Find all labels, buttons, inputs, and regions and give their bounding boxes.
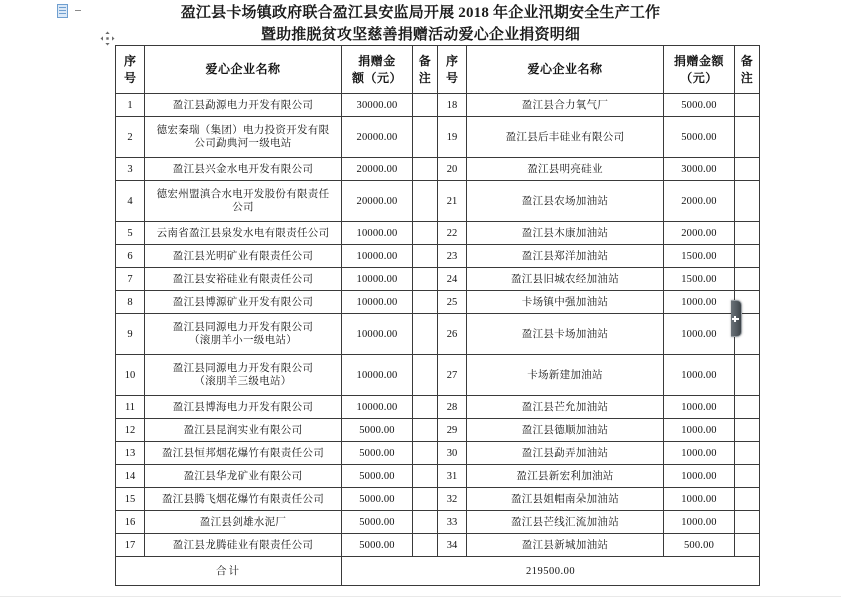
cell-sequence-number[interactable]: 19 xyxy=(438,117,467,158)
cell-sequence-number[interactable]: 5 xyxy=(116,222,145,245)
cell-donation-amount[interactable]: 5000.00 xyxy=(342,419,413,442)
cell-note[interactable] xyxy=(413,291,438,314)
cell-note[interactable] xyxy=(413,465,438,488)
cell-company-name[interactable] xyxy=(145,534,342,557)
cell-donation-amount[interactable]: 500.00 xyxy=(664,534,735,557)
cell-donation-amount[interactable]: 5000.00 xyxy=(664,117,735,158)
table-row[interactable] xyxy=(116,442,760,465)
cell-company-name[interactable] xyxy=(467,396,664,419)
cell-note[interactable] xyxy=(735,465,760,488)
cell-company-name[interactable] xyxy=(145,222,342,245)
company-name-line-1: 盈江县勐源电力开发有限公司 xyxy=(172,99,314,111)
header-note-right-line1: 备 xyxy=(740,53,754,68)
header-note-left-line1: 备 xyxy=(418,53,432,68)
header-seq-right-line1: 序 xyxy=(445,53,458,68)
cell-sequence-number[interactable]: 15 xyxy=(116,488,145,511)
cell-donation-amount[interactable]: 1000.00 xyxy=(664,396,735,419)
header-seq-left-line1: 序 xyxy=(123,53,136,68)
cell-sequence-number[interactable]: 17 xyxy=(116,534,145,557)
cell-sequence-number[interactable]: 12 xyxy=(116,419,145,442)
cell-company-name[interactable] xyxy=(467,419,664,442)
cell-sequence-number[interactable]: 29 xyxy=(438,419,467,442)
document-title-block xyxy=(0,0,841,46)
cell-sequence-number[interactable]: 10 xyxy=(116,355,145,396)
company-name-line-1: 盈江县新宏利加油站 xyxy=(516,470,614,482)
header-name-right: 爱心企业名称 xyxy=(467,46,664,94)
cell-donation-amount[interactable]: 1000.00 xyxy=(664,465,735,488)
cell-company-name[interactable] xyxy=(145,442,342,465)
cell-company-name[interactable] xyxy=(467,355,664,396)
header-amount-left-line2: 额（元） xyxy=(351,70,402,85)
table-row[interactable] xyxy=(116,181,760,222)
cell-donation-amount[interactable]: 1500.00 xyxy=(664,245,735,268)
cell-sequence-number[interactable]: 16 xyxy=(116,511,145,534)
cell-note[interactable] xyxy=(735,222,760,245)
cell-company-name[interactable] xyxy=(145,314,342,355)
cell-donation-amount[interactable]: 10000.00 xyxy=(342,396,413,419)
table-row[interactable] xyxy=(116,314,760,355)
cell-sequence-number[interactable]: 9 xyxy=(116,314,145,355)
cell-sequence-number[interactable]: 6 xyxy=(116,245,145,268)
company-name-line-1: 盈江县后丰硅业有限公司 xyxy=(505,131,625,143)
header-note-left xyxy=(413,46,438,94)
cell-sequence-number[interactable]: 14 xyxy=(116,465,145,488)
table-header-row xyxy=(116,46,760,94)
cell-company-name[interactable] xyxy=(145,117,342,158)
table-row[interactable] xyxy=(116,222,760,245)
cell-sequence-number[interactable]: 23 xyxy=(438,245,467,268)
cell-sequence-number[interactable]: 1 xyxy=(116,94,145,117)
cell-company-name[interactable] xyxy=(467,534,664,557)
company-name-line-1: 盈江县龙腾硅业有限责任公司 xyxy=(172,539,314,551)
cell-company-name[interactable] xyxy=(145,291,342,314)
cell-donation-amount[interactable]: 2000.00 xyxy=(664,181,735,222)
table-row[interactable] xyxy=(116,396,760,419)
cell-donation-amount[interactable]: 3000.00 xyxy=(664,158,735,181)
header-amount-left xyxy=(342,46,413,94)
company-name-line-1: 盈江县同源电力开发有限公司 xyxy=(172,322,314,333)
cell-note[interactable] xyxy=(413,355,438,396)
cell-company-name[interactable] xyxy=(145,511,342,534)
cell-donation-amount[interactable]: 1000.00 xyxy=(664,442,735,465)
cell-donation-amount[interactable]: 1000.00 xyxy=(664,314,735,355)
cell-sequence-number[interactable]: 20 xyxy=(438,158,467,181)
move-cross-icon[interactable] xyxy=(100,31,115,46)
table-row[interactable] xyxy=(116,511,760,534)
cell-donation-amount[interactable]: 10000.00 xyxy=(342,291,413,314)
table-row[interactable] xyxy=(116,268,760,291)
cell-note[interactable] xyxy=(413,222,438,245)
cell-note[interactable] xyxy=(413,94,438,117)
cell-donation-amount[interactable]: 2000.00 xyxy=(664,222,735,245)
cell-company-name[interactable] xyxy=(467,158,664,181)
cell-sequence-number[interactable]: 28 xyxy=(438,396,467,419)
cell-company-name[interactable] xyxy=(145,158,342,181)
cell-company-name[interactable] xyxy=(467,181,664,222)
cell-note[interactable] xyxy=(735,534,760,557)
cell-sequence-number[interactable]: 22 xyxy=(438,222,467,245)
table-body xyxy=(116,94,760,557)
company-name-line-1: 德宏州盟滇合水电开发股份有限责任 xyxy=(156,189,330,200)
cell-donation-amount[interactable]: 5000.00 xyxy=(342,465,413,488)
cell-note[interactable] xyxy=(413,314,438,355)
cell-sequence-number[interactable]: 13 xyxy=(116,442,145,465)
company-name-line-1: 盈江县昆润实业有限公司 xyxy=(183,424,303,436)
cell-company-name[interactable] xyxy=(145,465,342,488)
company-name-line-1: 盈江县同源电力开发有限公司 xyxy=(172,363,314,374)
header-seq-right xyxy=(438,46,467,94)
table-row[interactable] xyxy=(116,94,760,117)
cell-donation-amount[interactable]: 30000.00 xyxy=(342,94,413,117)
cell-note[interactable] xyxy=(735,511,760,534)
cell-donation-amount[interactable]: 5000.00 xyxy=(342,534,413,557)
cell-company-name[interactable] xyxy=(467,511,664,534)
cell-sequence-number[interactable]: 24 xyxy=(438,268,467,291)
header-amount-right xyxy=(664,46,735,94)
company-name-line-1: 盈江县兴金水电开发有限公司 xyxy=(172,163,314,175)
table-row[interactable] xyxy=(116,355,760,396)
cell-note[interactable] xyxy=(413,511,438,534)
cell-donation-amount[interactable]: 1000.00 xyxy=(664,419,735,442)
company-name-line-1: 盈江县旧城农经加油站 xyxy=(511,273,619,285)
cell-note[interactable] xyxy=(735,488,760,511)
cell-sequence-number[interactable]: 33 xyxy=(438,511,467,534)
company-name-line-1: 盈江县勐弄加油站 xyxy=(521,447,609,459)
cell-sequence-number[interactable]: 34 xyxy=(438,534,467,557)
cell-sequence-number[interactable]: 11 xyxy=(116,396,145,419)
company-name-line-2: 公司勐典河一级电站 xyxy=(194,138,292,149)
donation-detail-table[interactable] xyxy=(115,45,760,586)
cell-donation-amount[interactable]: 20000.00 xyxy=(342,117,413,158)
table-row[interactable] xyxy=(116,465,760,488)
cell-company-name[interactable] xyxy=(467,94,664,117)
cell-company-name[interactable] xyxy=(467,291,664,314)
cell-company-name[interactable] xyxy=(467,465,664,488)
header-amount-right-line1: 捐赠金额 xyxy=(673,53,724,68)
cell-note[interactable] xyxy=(413,488,438,511)
cell-donation-amount[interactable]: 1000.00 xyxy=(664,511,735,534)
page-title-line-1: 盈江县卡场镇政府联合盈江县安监局开展 2018 年企业汛期安全生产工作 xyxy=(180,5,661,21)
table-row[interactable] xyxy=(116,117,760,158)
cell-note[interactable] xyxy=(413,268,438,291)
cell-note[interactable] xyxy=(735,117,760,158)
cell-company-name[interactable] xyxy=(467,245,664,268)
header-name-left: 爱心企业名称 xyxy=(145,46,342,94)
company-name-line-1: 云南省盈江县泉发水电有限责任公司 xyxy=(156,227,330,239)
cell-note[interactable] xyxy=(735,94,760,117)
company-name-line-1: 盈江县华龙矿业有限公司 xyxy=(183,470,303,482)
total-row xyxy=(116,557,760,586)
company-name-line-1: 盈江县新城加油站 xyxy=(521,539,609,551)
header-seq-left xyxy=(116,46,145,94)
cell-note[interactable] xyxy=(735,355,760,396)
cell-company-name[interactable] xyxy=(467,314,664,355)
total-value-cell: 219500.00 xyxy=(342,557,760,586)
cell-sequence-number[interactable]: 8 xyxy=(116,291,145,314)
cell-note[interactable] xyxy=(735,245,760,268)
cell-company-name[interactable] xyxy=(145,181,342,222)
cell-note[interactable] xyxy=(735,396,760,419)
cell-donation-amount[interactable]: 5000.00 xyxy=(664,94,735,117)
company-name-line-1: 盈江县郑洋加油站 xyxy=(521,250,609,262)
cell-sequence-number[interactable]: 18 xyxy=(438,94,467,117)
company-name-line-1: 卡场新建加油站 xyxy=(527,369,603,381)
cell-company-name[interactable] xyxy=(467,117,664,158)
cell-note[interactable] xyxy=(413,396,438,419)
cell-sequence-number[interactable]: 32 xyxy=(438,488,467,511)
cell-note[interactable] xyxy=(413,117,438,158)
cell-sequence-number[interactable]: 3 xyxy=(116,158,145,181)
page-bottom-edge xyxy=(0,596,841,597)
cell-note[interactable] xyxy=(735,419,760,442)
cell-donation-amount[interactable]: 1500.00 xyxy=(664,268,735,291)
cell-note[interactable] xyxy=(735,268,760,291)
header-note-left-line2: 注 xyxy=(418,70,432,85)
cell-sequence-number[interactable]: 7 xyxy=(116,268,145,291)
cell-note[interactable] xyxy=(413,181,438,222)
company-name-line-1: 盈江县芒允加油站 xyxy=(521,401,609,413)
page-title-line-2: 暨助推脱贫攻坚慈善捐赠活动爱心企业捐资明细 xyxy=(260,27,581,43)
company-name-line-1: 盈江县卡场加油站 xyxy=(521,328,609,340)
cell-company-name[interactable] xyxy=(467,488,664,511)
company-name-line-2: 公司 xyxy=(232,202,254,213)
company-name-line-1: 盈江县安裕硅业有限责任公司 xyxy=(172,273,314,285)
cell-note[interactable] xyxy=(735,181,760,222)
header-seq-left-line2: 号 xyxy=(123,70,136,85)
table-row[interactable] xyxy=(116,291,760,314)
cell-sequence-number[interactable]: 21 xyxy=(438,181,467,222)
cell-sequence-number[interactable]: 27 xyxy=(438,355,467,396)
cell-company-name[interactable] xyxy=(467,222,664,245)
cell-donation-amount[interactable]: 1000.00 xyxy=(664,291,735,314)
table-row[interactable] xyxy=(116,158,760,181)
cell-company-name[interactable] xyxy=(145,355,342,396)
company-name-line-1: 盈江县木康加油站 xyxy=(521,227,609,239)
company-name-line-1: 盈江县德顺加油站 xyxy=(521,424,609,436)
insert-column-handle[interactable] xyxy=(731,300,742,337)
cell-sequence-number[interactable]: 25 xyxy=(438,291,467,314)
table-row[interactable] xyxy=(116,488,760,511)
company-name-line-1: 盈江县合力氧气厂 xyxy=(521,99,609,111)
table-row[interactable] xyxy=(116,419,760,442)
company-name-line-1: 盈江县腾飞烟花爆竹有限责任公司 xyxy=(162,493,324,505)
cell-company-name[interactable] xyxy=(145,268,342,291)
cell-donation-amount[interactable]: 10000.00 xyxy=(342,355,413,396)
header-amount-right-line2: （元） xyxy=(680,70,718,85)
cell-company-name[interactable] xyxy=(467,442,664,465)
company-name-line-2: （滚朋羊三级电站） xyxy=(194,376,292,387)
cell-note[interactable] xyxy=(413,419,438,442)
cell-donation-amount[interactable]: 20000.00 xyxy=(342,181,413,222)
header-note-right-line2: 注 xyxy=(740,70,754,85)
cell-donation-amount[interactable]: 20000.00 xyxy=(342,158,413,181)
cell-note[interactable] xyxy=(735,442,760,465)
company-name-line-1: 盈江县农场加油站 xyxy=(521,195,609,207)
cell-donation-amount[interactable]: 10000.00 xyxy=(342,222,413,245)
cell-note[interactable] xyxy=(735,158,760,181)
cell-donation-amount[interactable]: 1000.00 xyxy=(664,488,735,511)
company-name-line-1: 卡场镇中强加油站 xyxy=(521,296,609,308)
company-name-line-2: （滚朋羊小一级电站） xyxy=(189,335,297,346)
company-name-line-1: 盈江县芒线汇流加油站 xyxy=(511,516,619,528)
table-footer xyxy=(116,557,760,586)
header-seq-right-line2: 号 xyxy=(445,70,458,85)
cell-donation-amount[interactable]: 5000.00 xyxy=(342,488,413,511)
cell-donation-amount[interactable]: 5000.00 xyxy=(342,442,413,465)
header-note-right xyxy=(735,46,760,94)
header-amount-left-line1: 捐赠金 xyxy=(358,53,396,68)
cell-company-name[interactable] xyxy=(145,245,342,268)
cell-note[interactable] xyxy=(413,442,438,465)
cell-company-name[interactable] xyxy=(145,488,342,511)
table-header xyxy=(116,46,760,94)
cell-donation-amount[interactable]: 10000.00 xyxy=(342,268,413,291)
cell-donation-amount[interactable]: 10000.00 xyxy=(342,245,413,268)
company-name-line-1: 盈江县姐帽南朵加油站 xyxy=(511,493,619,505)
cell-note[interactable] xyxy=(413,534,438,557)
total-label-cell: 合计 xyxy=(116,557,342,586)
cell-company-name[interactable] xyxy=(467,268,664,291)
cell-donation-amount[interactable]: 1000.00 xyxy=(664,355,735,396)
cell-sequence-number[interactable]: 2 xyxy=(116,117,145,158)
company-name-line-1: 盈江县明亮硅业 xyxy=(527,163,603,175)
cell-company-name[interactable] xyxy=(145,94,342,117)
cell-donation-amount[interactable]: 5000.00 xyxy=(342,511,413,534)
company-name-line-1: 盈江县剑雄水泥厂 xyxy=(199,516,287,528)
cell-company-name[interactable] xyxy=(145,419,342,442)
cell-sequence-number[interactable]: 30 xyxy=(438,442,467,465)
company-name-line-1: 盈江县博源矿业开发有限公司 xyxy=(172,296,314,308)
plus-icon-vertical-stroke xyxy=(734,316,736,322)
company-name-line-1: 盈江县恒邦烟花爆竹有限责任公司 xyxy=(162,447,324,459)
company-name-line-1: 德宏秦瑞（集团）电力投资开发有限 xyxy=(156,125,330,136)
cell-company-name[interactable] xyxy=(145,396,342,419)
cell-sequence-number[interactable]: 26 xyxy=(438,314,467,355)
table-row[interactable] xyxy=(116,534,760,557)
cell-sequence-number[interactable]: 4 xyxy=(116,181,145,222)
table-row[interactable] xyxy=(116,245,760,268)
company-name-line-1: 盈江县博海电力开发有限公司 xyxy=(172,401,314,413)
company-name-line-1: 盈江县光明矿业有限责任公司 xyxy=(172,250,314,262)
cell-sequence-number[interactable]: 31 xyxy=(438,465,467,488)
cell-note[interactable] xyxy=(413,245,438,268)
cell-note[interactable] xyxy=(413,158,438,181)
cell-donation-amount[interactable]: 10000.00 xyxy=(342,314,413,355)
